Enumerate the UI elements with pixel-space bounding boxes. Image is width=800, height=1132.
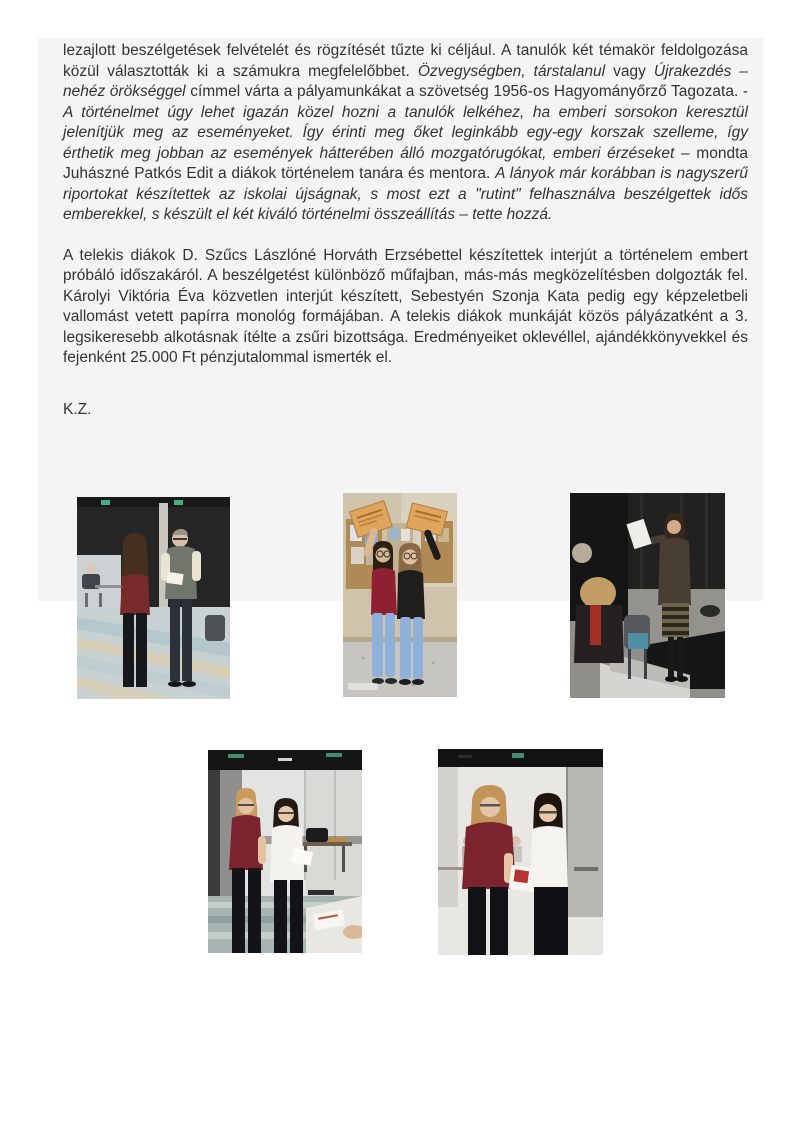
photo-stage-reading-image	[570, 493, 725, 698]
paragraph-lead	[63, 41, 748, 226]
photo-award-booklet-image	[438, 749, 603, 955]
photo-award-booklet	[438, 749, 603, 955]
author-initials: K.Z.	[63, 400, 92, 418]
text-segment: lezajlott beszélgetések felvételét és rögzítését tűzte ki céljául. A tanulók két témakör feldolgozása közül választották ki a számukra megfelelőbbet.	[63, 42, 748, 80]
photo-students-certificates-image	[343, 493, 457, 697]
photo-students-standing-image	[208, 750, 362, 953]
photo-students-standing	[208, 750, 362, 953]
text-segment: címmel várta a pályamunkákat a szövetség 1956-os Hagyományőrző Tagozata. -	[185, 83, 749, 100]
paragraph-results: A telekis diákok D. Szűcs Lászlóné Horváth Erzsébettel készítettek interjút a történelem embert próbáló időszakáról. A beszélgetést különböző műfajban, más-más megközelítésben dolgozták fel. Károlyi Viktória Éva közvetlen interjút készített, Sebestyén Szonja Kata pedig egy képzeletbeli vallomást vetett papírra monológ formájában. A telekis diákok munkáját közös pályázatként a 3. legsikeresebb alkotásnak ítélte a zsűri bizottsága. Eredményeiket oklevéllel, ajándékkönyvekkel és fejenként 25.000 Ft pénzjutalommal ismerték el.	[63, 246, 748, 366]
text-segment: – mondta Juhászné Patkós Edit a diákok történelem tanára és mentora.	[63, 144, 748, 182]
photo-certificate-handover-image	[77, 497, 230, 699]
text-segment-italic: A lányok már korábban is nagyszerű riportokat készítettek az iskolai újságnak, s most ezt a "rutint" felhasználva beszélgettek idős emberekkel, s készült el két kiváló történelmi összeállítás – tette hozzá.	[63, 165, 748, 223]
photo-students-certificates	[343, 493, 457, 697]
text-segment: vagy	[605, 62, 654, 80]
photo-stage-reading	[570, 493, 725, 698]
text-segment-italic: A történelmet úgy lehet igazán közel hozni a tanulók lelkéhez, ha emberi sorsokon keresztül jelenítjük meg az eseményeket. Így érinti meg őket leginkább egy-egy korszak szelleme, így érthetik meg jobban az események hátterében álló mozgatórugókat, emberi érzéseket	[63, 103, 748, 162]
article-text	[63, 41, 748, 420]
text-segment-italic: Özvegységben, társtalanul	[417, 62, 606, 80]
photo-certificate-handover	[77, 497, 230, 699]
text-segment-italic: Újrakezdés – nehéz örökséggel	[63, 62, 749, 100]
photo-watermark	[348, 683, 378, 690]
